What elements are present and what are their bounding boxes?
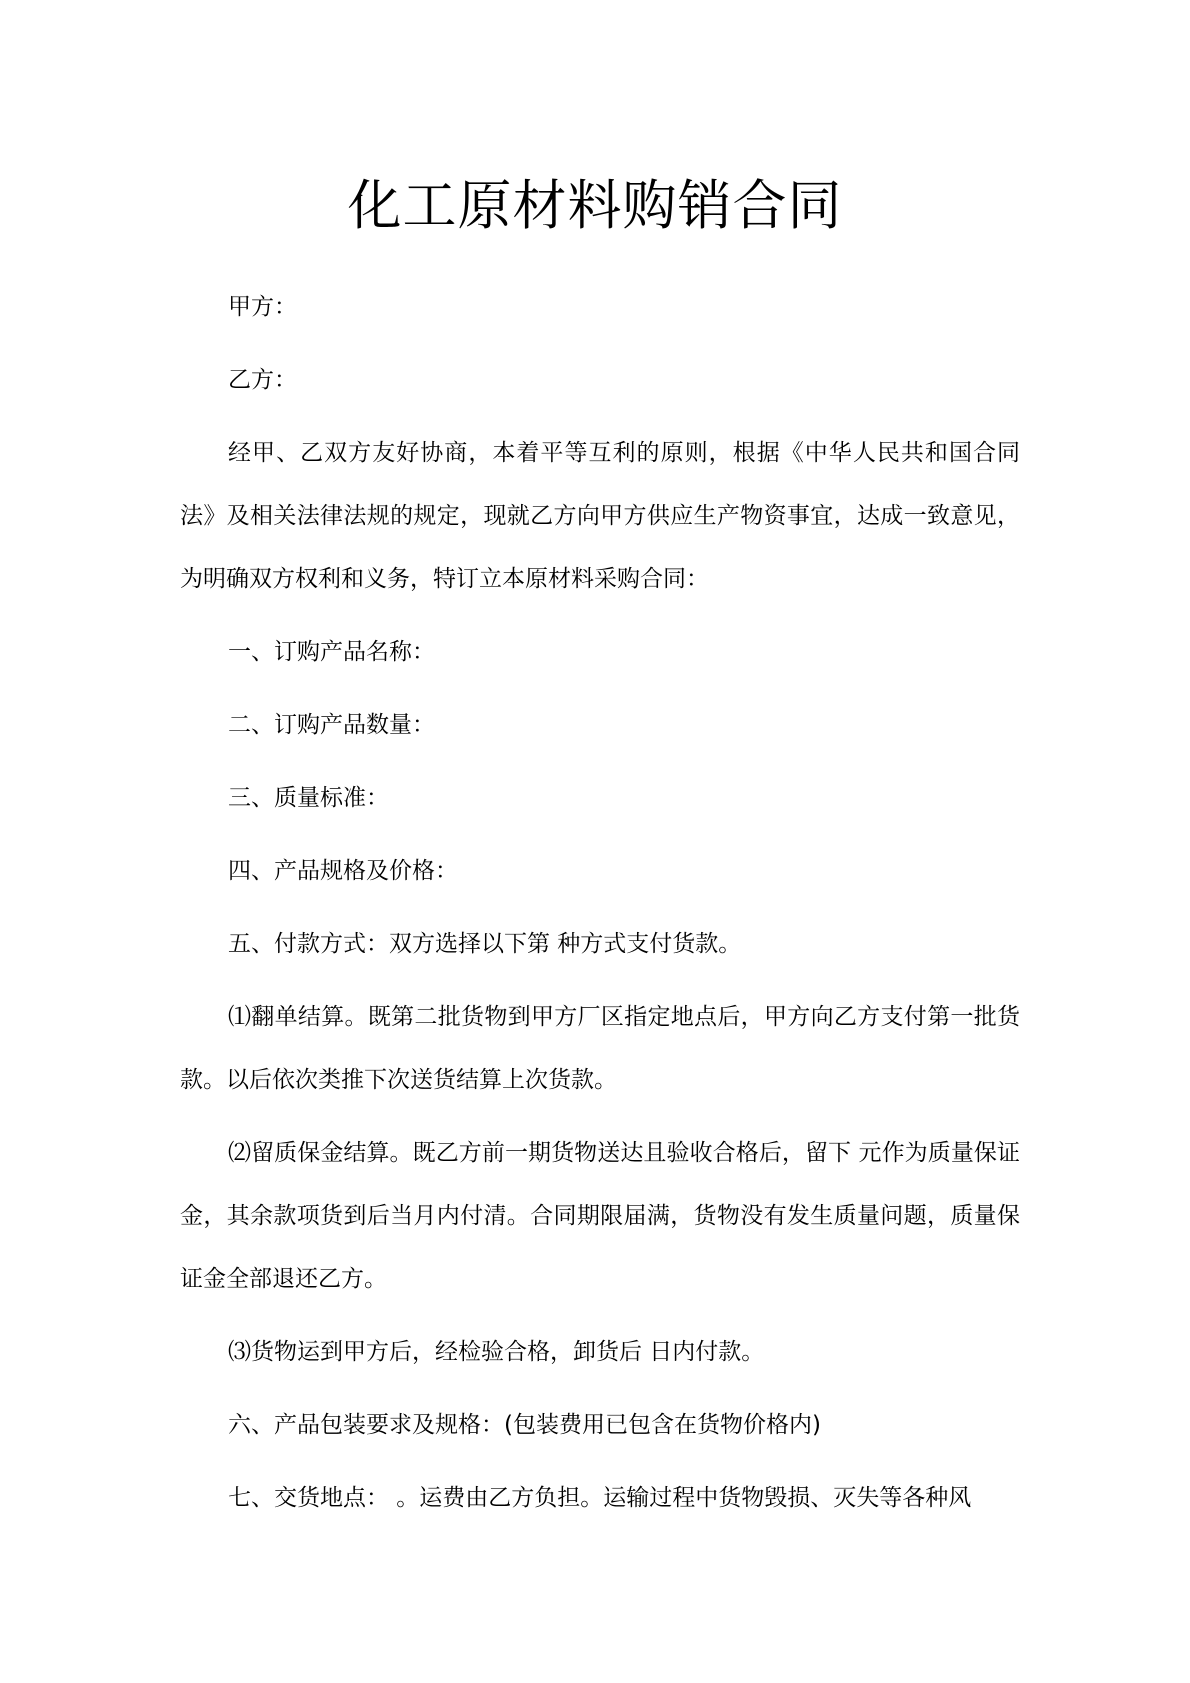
clause-5-payment-method: 五、付款方式：双方选择以下第 种方式支付货款。 [228,931,742,957]
preamble-paragraph: 经甲、乙双方友好协商，本着平等互利的原则，根据《中华人民共和国合同法》及相关法律法规的规定，现就乙方向甲方供应生产物资事宜，达成一致意见，为明确双方权利和义务，特订立本原材料采购合同： [180,440,1020,592]
payment-option-2: ⑵留质保金结算。既乙方前一期货物送达且验收合格后，留下 元作为质量保证金，其余款项货到后当月内付清。合同期限届满，货物没有发生质量问题，质量保证金全部退还乙方。 [180,1140,1020,1292]
clause-7-delivery-location: 七、交货地点： 。运费由乙方负担。运输过程中货物毁损、灭失等各种风 [228,1485,972,1511]
clause-3-quality-standard: 三、质量标准： [228,785,389,811]
payment-option-1: ⑴翻单结算。既第二批货物到甲方厂区指定地点后，甲方向乙方支付第一批货款。以后依次类推下次送货结算上次货款。 [180,1004,1020,1093]
clause-4-spec-and-price: 四、产品规格及价格： [228,858,458,884]
party-b-line: 乙方： [228,367,297,393]
clause-1-product-name: 一、订购产品名称： [228,639,435,665]
clause-2-product-quantity: 二、订购产品数量： [228,712,435,738]
payment-option-3: ⑶货物运到甲方后，经检验合格，卸货后 日内付款。 [228,1339,765,1365]
party-a-line: 甲方： [228,294,297,320]
document-body [180,276,1020,1540]
clause-6-packaging: 六、产品包装要求及规格：(包装费用已包含在货物价格内) [228,1412,821,1438]
document-title: 化工原材料购销合同 [347,174,843,237]
